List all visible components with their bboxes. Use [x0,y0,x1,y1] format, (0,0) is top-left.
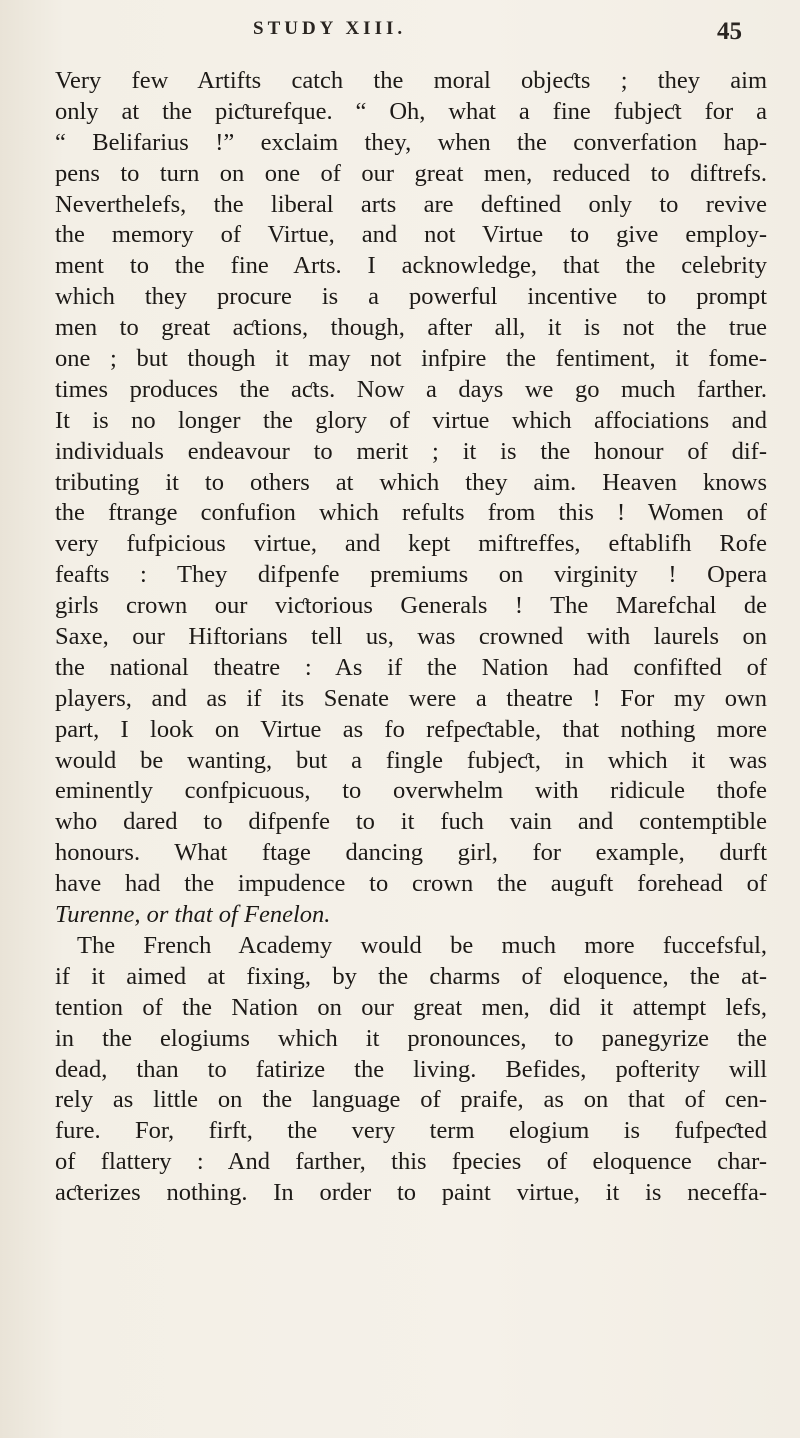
text-line: times produces the aƈts. Now a days we go much farther. [55,375,767,403]
text-line: tributing it to others at which they aim. Heaven knows [55,468,767,496]
text-line: The French Academy would be much more fuccefsful, [77,931,767,959]
text-line: ment to the fine Arts. I acknowledge, that the celebrity [55,252,767,280]
text-line: the national theatre : As if the Nation had confifted of [55,653,767,681]
text-line: honours. What ftage dancing girl, for example, durft [55,839,767,867]
text-line: tention of the Nation on our great men, did it attempt lefs, [55,993,767,1021]
running-title: STUDY XIII. [253,18,407,39]
text-line: fure. For, firft, the very term elogium is fufpeƈted [55,1117,767,1145]
text-line: would be wanting, but a fingle fubjeƈt, in which it was [55,746,767,774]
text-line: eminently confpicuous, to overwhelm with ridicule thofe [55,777,767,805]
text-line: if it aimed at fixing, by the charms of eloquence, the at- [55,962,767,990]
text-line: one ; but though it may not infpire the fentiment, it fome- [55,345,767,373]
text-line: the memory of Virtue, and not Virtue to give employ- [55,221,767,249]
text-line: the ftrange confufion which refults from this ! Women of [55,499,767,527]
body-text [55,66,767,1209]
text-line: Neverthelefs, the liberal arts are deftined only to revive [55,190,767,218]
text-line: only at the piƈturefque. “ Oh, what a fine fubjeƈt for a [55,97,767,125]
text-line: individuals endeavour to merit ; it is the honour of dif- [55,437,767,465]
text-line: part, I look on Virtue as fo refpeƈtable, that nothing more [55,715,767,743]
text-line: players, and as if its Senate were a theatre ! For my own [55,684,767,712]
text-line: have had the impudence to crown the auguft forehead of [55,870,767,898]
text-line: men to great aƈtions, though, after all, it is not the true [55,314,767,342]
text-line: Saxe, our Hiftorians tell us, was crowned with laurels on [55,623,767,651]
text-line: girls crown our viƈtorious Generals ! The Marefchal de [55,592,767,620]
running-head [0,14,800,54]
text-line: It is no longer the glory of virtue which affociations and [55,406,767,434]
text-line: feafts : They difpenfe premiums on virginity ! Opera [55,561,767,589]
text-line: pens to turn on one of our great men, reduced to diftrefs. [55,159,767,187]
text-line: very fufpicious virtue, and kept miftreffes, eftablifh Rofe [55,530,767,558]
page-number: 45 [717,18,742,45]
text-line: rely as little on the language of praife, as on that of cen- [55,1086,767,1114]
text-line: who dared to difpenfe to it fuch vain and contemptible [55,808,767,836]
text-line: in the elogiums which it pronounces, to panegyrize the [55,1024,767,1052]
text-line: which they procure is a powerful incentive to prompt [55,283,767,311]
text-line: Very few Artifts catch the moral objeƈts ; they aim [55,67,767,94]
text-line: of flattery : And farther, this fpecies of eloquence char- [55,1148,767,1176]
text-line: dead, than to fatirize the living. Befides, pofterity will [55,1055,767,1083]
text-line: “ Belifarius !” exclaim they, when the converfation hap- [55,128,767,156]
text-line: Turenne, or that of Fenelon. [55,901,331,929]
text-line: aƈterizes nothing. In order to paint virtue, it is neceffa- [55,1179,767,1207]
